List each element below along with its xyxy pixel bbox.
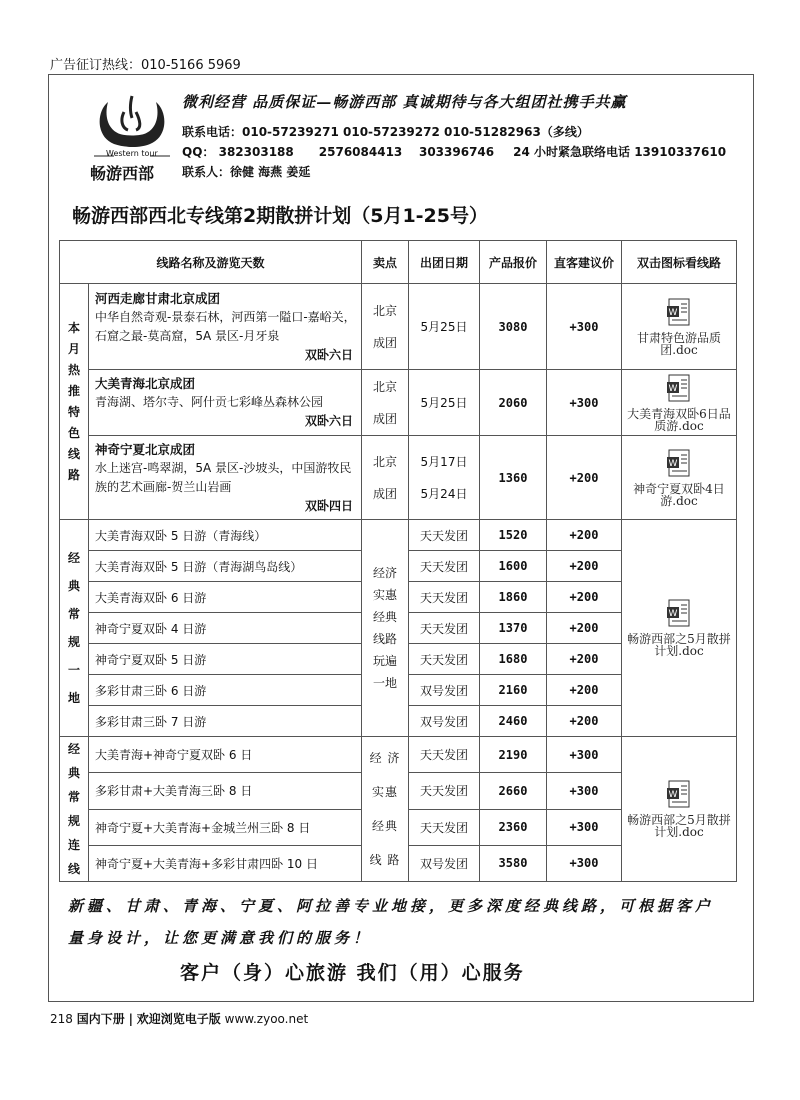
multi-price: 2660 (480, 773, 547, 809)
contact-persons: 联系人：徐健 海燕 姜延 (182, 165, 311, 179)
footer-promo-line1: 新疆、甘肃、青海、宁夏、阿拉善专业地接，更多深度经典线路，可根据客户 (68, 897, 715, 915)
header-price: 产品报价 (480, 241, 547, 284)
doc-link-ningxia[interactable] (622, 436, 737, 520)
multi-suggest: +300 (547, 737, 622, 773)
hot-route-duration: 双卧四日 (304, 498, 353, 513)
doc-filename: 畅游西部之5月散拼计划.doc (627, 813, 731, 839)
classic-suggest: +200 (547, 582, 622, 613)
word-doc-icon (666, 780, 692, 808)
hot-date: 5月25日 (409, 370, 480, 436)
footer-visit: 欢迎浏览电子版 (136, 1012, 221, 1026)
header-icon: 双击图标看线路 (622, 241, 737, 284)
hot-suggest: +300 (547, 370, 622, 436)
qq-number-2: 2576084413 (318, 145, 403, 159)
qq-label: QQ： (182, 145, 215, 159)
company-slogan: 微利经营 品质保证—畅游西部 真诚期待与各大组团社携手共赢 (182, 93, 627, 111)
contact-phones: 联系电话：010-57239271 010-57239272 010-51282963（多线） (182, 125, 589, 139)
table-row (60, 284, 737, 370)
classic-route-name: 大美青海双卧 6 日游 (89, 582, 362, 613)
service-tagline: 客户（身）心旅游 我们（用）心服务 (180, 962, 525, 984)
header-date: 出团日期 (409, 241, 480, 284)
classic-price: 2460 (480, 706, 547, 737)
multi-date: 天天发团 (409, 809, 480, 845)
section-multi-label: 经典常规连线 (60, 737, 89, 882)
hot-route-duration: 双卧六日 (304, 414, 353, 428)
multi-route-name: 神奇宁夏+大美青海+金城兰州三卧 8 日 (89, 809, 362, 845)
classic-date: 双号发团 (409, 706, 480, 737)
hot-price: 2060 (480, 370, 547, 436)
svg-text:W: W (668, 790, 678, 800)
doc-filename: 神奇宁夏双卧4日游.doc (633, 481, 725, 508)
hot-suggest: +200 (547, 436, 622, 520)
doc-filename: 畅游西部之5月散拼计划.doc (627, 632, 731, 658)
route-price-table (59, 240, 737, 882)
hot-selling: 北京 成团 (362, 436, 409, 520)
classic-route-name: 神奇宁夏双卧 5 日游 (89, 644, 362, 675)
doc-link-may-plan-multi[interactable] (622, 737, 737, 882)
page-footer (50, 1010, 308, 1027)
header-suggest: 直客建议价 (547, 241, 622, 284)
classic-price: 1680 (480, 644, 547, 675)
hot-route-desc: 中华自然奇观-景泰石林，河西第一隘口-嘉峪关，石窟之最-莫高窟，5A 景区-月牙泉 (95, 309, 356, 343)
multi-date: 天天发团 (409, 737, 480, 773)
classic-price: 1370 (480, 613, 547, 644)
page-number: 218 (50, 1012, 73, 1026)
svg-text:W: W (668, 383, 678, 394)
hot-suggest: +300 (547, 284, 622, 370)
classic-suggest: +200 (547, 520, 622, 551)
hot-price: 1360 (480, 436, 547, 520)
multi-selling: 经 济 实惠 经典 线 路 (362, 737, 409, 882)
hot-route-desc: 青海湖、塔尔寺、阿什贡七彩峰丛森林公园 (95, 395, 324, 409)
word-doc-icon (666, 374, 692, 402)
multi-suggest: +300 (547, 773, 622, 809)
emergency-phone: 24 小时紧急联络电话 13910337610 (513, 145, 727, 159)
classic-route-name: 多彩甘肃三卧 6 日游 (89, 675, 362, 706)
hot-route-desc: 水上迷宫-鸣翠湖，5A 景区-沙坡头，中国游牧民族的艺术画廊-贺兰山岩画 (95, 460, 352, 494)
classic-suggest: +200 (547, 644, 622, 675)
hot-route-duration: 双卧六日 (304, 347, 353, 362)
word-doc-icon (666, 599, 692, 627)
classic-selling: 经济 实惠 经典 线路 玩遍 一地 (362, 520, 409, 737)
hot-route-name: 神奇宁夏北京成团 (95, 441, 196, 457)
section-name: 国内下册 (76, 1012, 125, 1026)
hot-price: 3080 (480, 284, 547, 370)
logo-chinese: 畅游西部 (90, 164, 155, 183)
header-route: 线路名称及游览天数 (60, 241, 362, 284)
classic-price: 1520 (480, 520, 547, 551)
footer-separator: | (128, 1012, 133, 1026)
classic-route-name: 多彩甘肃三卧 7 日游 (89, 706, 362, 737)
doc-filename: 甘肃特色游品质团.doc (636, 330, 721, 357)
multi-date: 天天发团 (409, 773, 480, 809)
classic-date: 天天发团 (409, 644, 480, 675)
word-doc-icon (666, 449, 692, 477)
multi-suggest: +300 (547, 845, 622, 881)
multi-price: 2360 (480, 809, 547, 845)
classic-price: 1860 (480, 582, 547, 613)
logo-english: Western tour (106, 149, 158, 158)
hot-route-cell (89, 370, 362, 436)
table-header-row (60, 241, 737, 284)
word-doc-icon (666, 298, 692, 326)
classic-suggest: +200 (547, 706, 622, 737)
doc-link-may-plan[interactable] (622, 520, 737, 737)
multi-route-name: 多彩甘肃+大美青海三卧 8 日 (89, 773, 362, 809)
svg-text:W: W (668, 307, 678, 318)
multi-suggest: +300 (547, 809, 622, 845)
hot-route-name: 河西走廊甘肃北京成团 (95, 290, 221, 306)
doc-filename: 大美青海双卧6日品质游.doc (627, 406, 731, 433)
classic-date: 天天发团 (409, 551, 480, 582)
qq-number-1: 382303188 (218, 145, 294, 159)
multi-price: 2190 (480, 737, 547, 773)
section-hot-label: 本月热推特色线路 (60, 284, 89, 520)
classic-route-name: 神奇宁夏双卧 4 日游 (89, 613, 362, 644)
company-logo (86, 82, 178, 186)
hot-selling: 北京 成团 (362, 284, 409, 370)
doc-link-gansu[interactable] (622, 284, 737, 370)
classic-date: 天天发团 (409, 582, 480, 613)
hot-route-cell (89, 436, 362, 520)
classic-price: 1600 (480, 551, 547, 582)
multi-price: 3580 (480, 845, 547, 881)
table-row (60, 436, 737, 520)
classic-suggest: +200 (547, 613, 622, 644)
footer-promo-line2: 量身设计，让您更满意我们的服务！ (68, 929, 373, 947)
table-row (60, 370, 737, 436)
classic-suggest: +200 (547, 675, 622, 706)
contact-qq-line (182, 143, 726, 160)
hot-selling: 北京 成团 (362, 370, 409, 436)
hot-route-cell (89, 284, 362, 370)
multi-route-name: 大美青海+神奇宁夏双卧 6 日 (89, 737, 362, 773)
svg-text:W: W (668, 609, 678, 619)
svg-text:W: W (668, 458, 678, 469)
hot-date: 5月25日 (409, 284, 480, 370)
plan-title: 畅游西部西北专线第2期散拼计划（5月1-25号） (72, 205, 488, 227)
doc-link-qinghai[interactable] (622, 370, 737, 436)
footer-url[interactable]: www.zyoo.net (224, 1012, 309, 1026)
multi-route-name: 神奇宁夏+大美青海+多彩甘肃四卧 10 日 (89, 845, 362, 881)
classic-date: 天天发团 (409, 520, 480, 551)
classic-date: 天天发团 (409, 613, 480, 644)
multi-date: 双号发团 (409, 845, 480, 881)
table-row (60, 520, 737, 551)
section-classic-label: 经典常规一地 (60, 520, 89, 737)
classic-route-name: 大美青海双卧 5 日游（青海湖鸟岛线） (89, 551, 362, 582)
hot-route-name: 大美青海北京成团 (95, 376, 196, 391)
classic-route-name: 大美青海双卧 5 日游（青海线） (89, 520, 362, 551)
classic-date: 双号发团 (409, 675, 480, 706)
qq-number-3: 303396746 (418, 145, 495, 159)
table-row (60, 737, 737, 773)
header-selling: 卖点 (362, 241, 409, 284)
hot-date: 5月17日 5月24日 (409, 436, 480, 520)
footer-promo (68, 890, 728, 954)
ad-hotline: 广告征订热线：010-5166 5969 (50, 58, 241, 73)
classic-price: 2160 (480, 675, 547, 706)
classic-suggest: +200 (547, 551, 622, 582)
